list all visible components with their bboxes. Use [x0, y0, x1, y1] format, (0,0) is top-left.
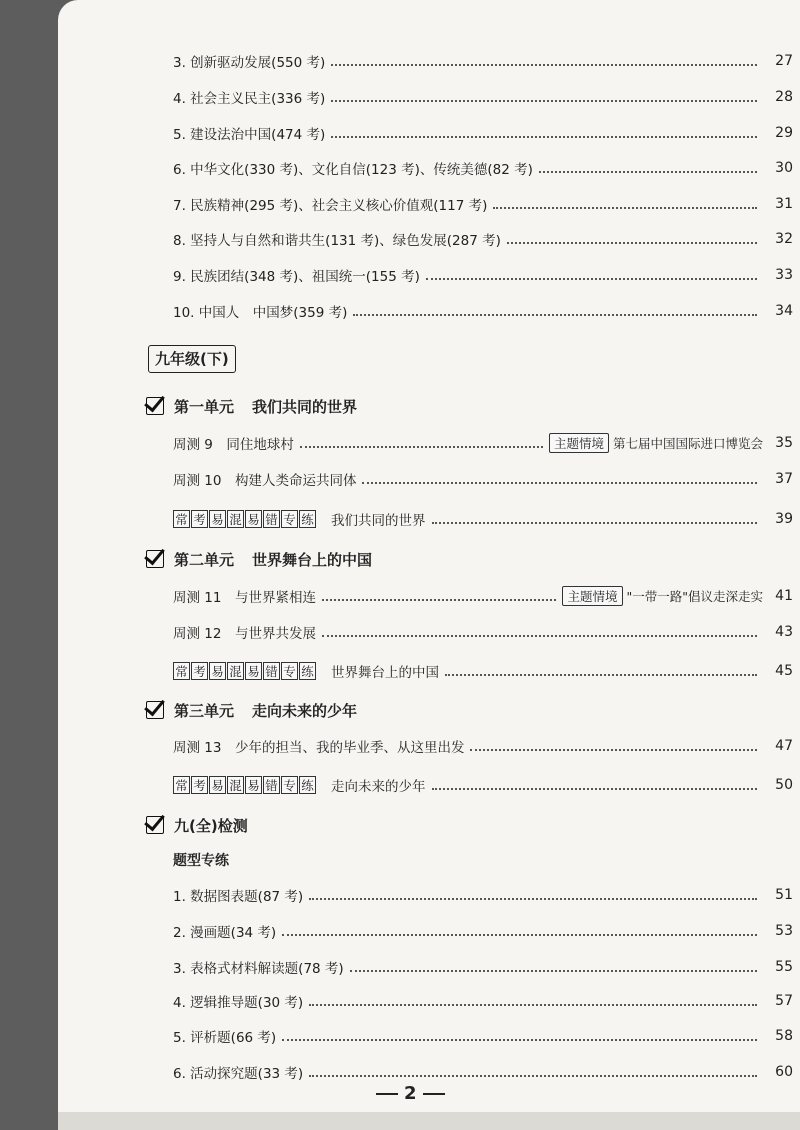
toc-entry-title: 周测 9 同住地球村 — [173, 437, 294, 453]
toc-entry-page: 43 — [775, 624, 793, 640]
toc-entry[interactable] — [173, 621, 793, 643]
toc-entry-page: 50 — [775, 777, 793, 793]
toc-entry[interactable] — [173, 193, 793, 215]
toc-entry-page: 29 — [775, 125, 793, 141]
toc-entry-title: 6. 活动探究题(33 考) — [173, 1066, 304, 1082]
toc-entry[interactable] — [173, 86, 793, 108]
toc-entry-page: 45 — [775, 663, 793, 679]
toc-entry-page: 28 — [775, 89, 793, 105]
toc-entry-page: 41 — [775, 588, 793, 604]
page-number — [370, 1083, 451, 1104]
unit-title: 世界舞台上的中国 — [252, 550, 373, 569]
toc-entry[interactable] — [173, 300, 793, 322]
toc-entry-title: 周测 13 少年的担当、我的毕业季、从这里出发 — [173, 740, 465, 756]
unit-title: 走向未来的少年 — [252, 701, 358, 720]
toc-entry-page: 37 — [775, 471, 793, 487]
review-badge: 常 考 易 混 易 错 专 练 — [173, 510, 317, 528]
unit-heading — [146, 698, 357, 722]
toc-entry-page: 60 — [775, 1064, 793, 1080]
checkbox-icon — [146, 397, 164, 415]
toc-entry[interactable] — [173, 1061, 793, 1083]
toc-entry[interactable] — [173, 432, 793, 454]
unit-title: 我们共同的世界 — [252, 397, 358, 416]
toc-entry-page: 58 — [775, 1028, 793, 1044]
unit-number: 第一单元 — [174, 397, 235, 416]
toc-entry-page: 35 — [775, 435, 793, 451]
toc-entry-page: 34 — [775, 303, 793, 319]
toc-entry-title: 9. 民族团结(348 考)、祖国统一(155 考) — [173, 269, 420, 285]
toc-entry-title: 1. 数据图表题(87 考) — [173, 889, 304, 905]
checkbox-icon — [146, 701, 164, 719]
unit-heading — [146, 547, 372, 571]
toc-entry-page: 51 — [775, 887, 793, 903]
toc-entry-page: 33 — [775, 267, 793, 283]
toc-entry-title: 6. 中华文化(330 考)、文化自信(123 考)、传统美德(82 考) — [173, 162, 533, 178]
document-page — [58, 0, 800, 1130]
toc-entry-page: 47 — [775, 738, 793, 754]
toc-entry-title: 周测 11 与世界紧相连 — [173, 590, 316, 606]
toc-entry-title: 5. 评析题(66 考) — [173, 1030, 277, 1046]
toc-entry-title: 4. 社会主义民主(336 考) — [173, 91, 326, 107]
toc-entry[interactable] — [173, 1025, 793, 1047]
toc-entry-title: 走向未来的少年 — [331, 779, 426, 795]
unit-number: 第三单元 — [174, 701, 235, 720]
toc-entry-page: 27 — [775, 53, 793, 69]
toc-entry[interactable] — [173, 228, 793, 250]
review-badge: 常 考 易 混 易 错 专 练 — [173, 776, 317, 794]
toc-entry[interactable] — [173, 774, 793, 796]
toc-entry[interactable] — [173, 660, 793, 682]
toc-entry[interactable] — [173, 920, 793, 942]
toc-entry[interactable] — [173, 884, 793, 906]
toc-entry-title: 3. 表格式材料解读题(78 考) — [173, 961, 344, 977]
grade-heading: 九年级(下) — [148, 345, 236, 373]
toc-entry-page: 55 — [775, 959, 793, 975]
exam-title: 九(全)检测 — [174, 816, 248, 835]
toc-entry[interactable] — [173, 264, 793, 286]
checkbox-icon — [146, 550, 164, 568]
exam-heading — [146, 813, 248, 837]
toc-entry-title: 2. 漫画题(34 考) — [173, 925, 277, 941]
toc-entry[interactable] — [173, 508, 793, 530]
review-badge: 常 考 易 混 易 错 专 练 — [173, 662, 317, 680]
toc-entry-title: 8. 坚持人与自然和谐共生(131 考)、绿色发展(287 考) — [173, 233, 501, 249]
toc-entry-title: 3. 创新驱动发展(550 考) — [173, 55, 326, 71]
exam-subtitle: 题型专练 — [173, 853, 229, 869]
toc-entry-page: 31 — [775, 196, 793, 212]
theme-text: 第七届中国国际进口博览会 — [612, 436, 763, 451]
unit-heading — [146, 394, 357, 418]
toc-entry[interactable] — [173, 50, 793, 72]
toc-entry-title: 4. 逻辑推导题(30 考) — [173, 995, 304, 1011]
toc-entry[interactable] — [173, 735, 793, 757]
toc-entry[interactable] — [173, 468, 793, 490]
page-number-value: 2 — [404, 1083, 417, 1104]
toc-entry-title: 世界舞台上的中国 — [331, 665, 439, 681]
toc-entry-title: 周测 12 与世界共发展 — [173, 626, 316, 642]
theme-tag: 主题情境 — [549, 433, 609, 453]
theme-text: "一带一路"倡议走深走实 — [626, 589, 763, 604]
toc-entry[interactable] — [173, 157, 793, 179]
toc-entry-title: 周测 10 构建人类命运共同体 — [173, 473, 357, 489]
checkbox-icon — [146, 816, 164, 834]
toc-entry-page: 57 — [775, 993, 793, 1009]
toc-entry-page: 53 — [775, 923, 793, 939]
toc-entry-title: 7. 民族精神(295 考)、社会主义核心价值观(117 考) — [173, 198, 488, 214]
toc-entry[interactable] — [173, 585, 793, 607]
toc-entry-title: 10. 中国人 中国梦(359 考) — [173, 305, 348, 321]
toc-entry[interactable] — [173, 990, 793, 1012]
toc-entry[interactable] — [173, 956, 793, 978]
toc-entry[interactable] — [173, 122, 793, 144]
toc-entry-page: 39 — [775, 511, 793, 527]
toc-entry-title: 我们共同的世界 — [331, 513, 426, 529]
dash-left — [376, 1093, 398, 1095]
unit-number: 第二单元 — [174, 550, 235, 569]
dash-right — [423, 1093, 445, 1095]
page-bottom-edge — [58, 1112, 800, 1130]
toc-entry-page: 30 — [775, 160, 793, 176]
toc-entry-title: 5. 建设法治中国(474 考) — [173, 127, 326, 143]
theme-tag: 主题情境 — [562, 586, 622, 606]
toc-entry-page: 32 — [775, 231, 793, 247]
